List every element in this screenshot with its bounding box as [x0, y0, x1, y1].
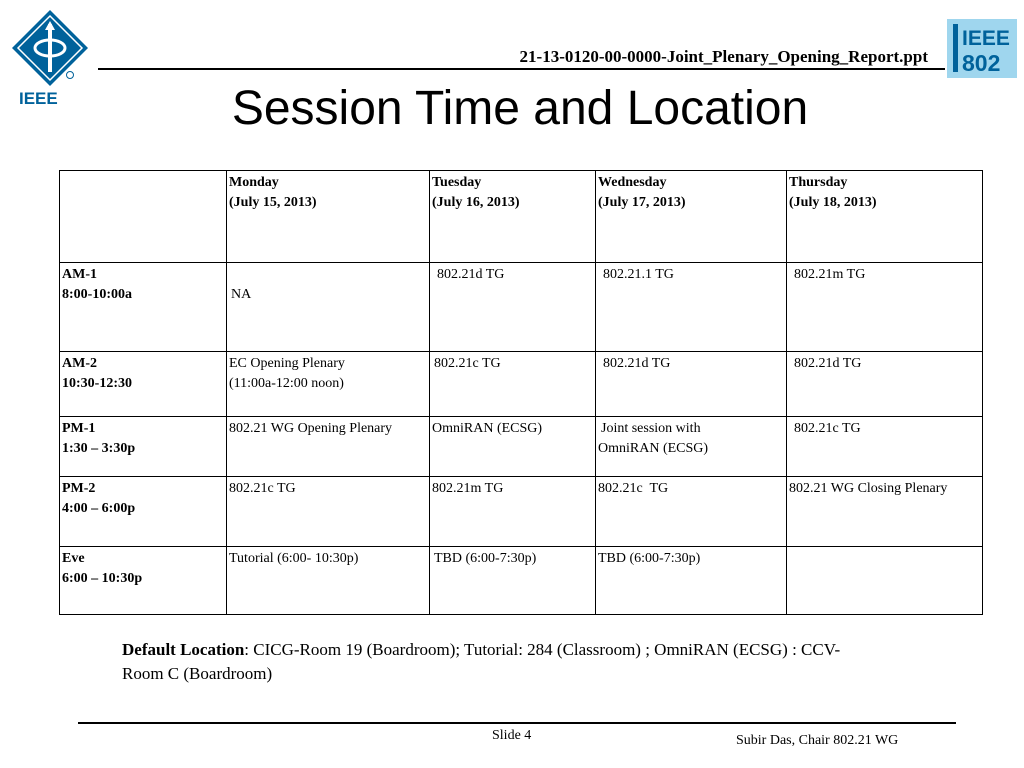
- table-row: [60, 263, 983, 352]
- session-text: 802.21d TG: [437, 267, 505, 282]
- schedule-header-row: [60, 171, 983, 263]
- session-text: 802.21c TG: [434, 356, 501, 371]
- slot-cell: [60, 263, 227, 352]
- session-cell: [430, 477, 596, 547]
- day-header-wednesday: [596, 171, 787, 263]
- table-row: [60, 417, 983, 477]
- session-text: Joint session with: [601, 421, 701, 436]
- table-row: [60, 547, 983, 615]
- session-text: 802.21c TG: [229, 481, 296, 496]
- slot-label: AM-2: [62, 356, 97, 371]
- session-text: 802.21 WG Opening Plenary: [229, 421, 393, 436]
- session-cell: [227, 352, 430, 417]
- session-text: EC Opening Plenary: [229, 356, 345, 371]
- session-text: (11:00a-12:00 noon): [229, 376, 344, 391]
- day-date: (July 15, 2013): [229, 195, 317, 210]
- session-cell: [596, 352, 787, 417]
- slot-cell: [60, 417, 227, 477]
- day-date: (July 17, 2013): [598, 195, 686, 210]
- session-text: 802.21m TG: [432, 481, 504, 496]
- default-location-text: : CICG-Room 19 (Boardroom); Tutorial: 284 (Classroom) ; OmniRAN (ECSG) : CCV-Room C (Boardroom): [122, 640, 841, 683]
- table-row: [60, 477, 983, 547]
- session-text: TBD (6:00-7:30p): [434, 551, 537, 566]
- day-header-tuesday: [430, 171, 596, 263]
- session-cell: [227, 263, 430, 352]
- session-text: 802.21 WG Closing Plenary: [789, 481, 948, 496]
- session-text: NA: [231, 287, 252, 302]
- default-location-note: [122, 638, 862, 686]
- document-id: 21-13-0120-00-0000-Joint_Plenary_Opening_Report.ppt: [519, 47, 928, 66]
- session-cell: [596, 263, 787, 352]
- session-cell: [227, 417, 430, 477]
- schedule-table: [59, 170, 983, 615]
- session-text: TBD (6:00-7:30p): [598, 551, 701, 566]
- day-name: Wednesday: [598, 175, 667, 190]
- slot-cell: [60, 547, 227, 615]
- session-cell: [787, 547, 983, 615]
- ieee-802-logo: [947, 19, 1017, 78]
- slot-cell: [60, 477, 227, 547]
- header-divider: [98, 68, 945, 70]
- ieee-802-logo-text-top: IEEE: [962, 27, 1010, 50]
- session-cell: [787, 417, 983, 477]
- slot-time: 1:30 – 3:30p: [62, 441, 136, 456]
- slot-label: PM-2: [62, 481, 96, 496]
- slot-time: 8:00-10:00a: [62, 287, 132, 302]
- day-header-monday: [227, 171, 430, 263]
- day-name: Monday: [229, 175, 279, 190]
- slot-label: Eve: [62, 551, 85, 566]
- slide-number: Slide 4: [492, 728, 532, 743]
- footer-divider: [78, 722, 956, 724]
- day-name: Tuesday: [432, 175, 482, 190]
- table-row: [60, 352, 983, 417]
- slot-time: 6:00 – 10:30p: [62, 571, 143, 586]
- session-text: 802.21c TG: [598, 481, 669, 496]
- session-cell: [227, 477, 430, 547]
- session-text: 802.21d TG: [603, 356, 671, 371]
- session-text: 802.21.1 TG: [603, 267, 674, 282]
- slot-label: PM-1: [62, 421, 96, 436]
- day-date: (July 16, 2013): [432, 195, 520, 210]
- session-cell: [596, 477, 787, 547]
- session-cell: [596, 547, 787, 615]
- session-cell: [227, 547, 430, 615]
- ieee-logo-text: IEEE: [19, 89, 58, 108]
- ieee-802-logo-text-bottom: 802: [962, 50, 1001, 76]
- session-text: 802.21d TG: [794, 356, 862, 371]
- slot-cell: [60, 352, 227, 417]
- session-cell: [787, 263, 983, 352]
- slot-label: AM-1: [62, 267, 97, 282]
- session-text: 802.21c TG: [794, 421, 861, 436]
- session-cell: [430, 417, 596, 477]
- session-text: OmniRAN (ECSG): [598, 441, 709, 456]
- header-corner-cell: [60, 171, 227, 263]
- session-cell: [430, 547, 596, 615]
- slide-title: Session Time and Location: [231, 82, 809, 135]
- session-cell: [430, 263, 596, 352]
- session-cell: [430, 352, 596, 417]
- session-cell: [787, 477, 983, 547]
- presenter-name: Subir Das, Chair 802.21 WG: [736, 733, 899, 748]
- session-text: 802.21m TG: [794, 267, 866, 282]
- session-text: OmniRAN (ECSG): [432, 421, 543, 436]
- day-date: (July 18, 2013): [789, 195, 877, 210]
- default-location-label: Default Location: [122, 640, 245, 659]
- session-cell: [787, 352, 983, 417]
- slot-time: 4:00 – 6:00p: [62, 501, 136, 516]
- slot-time: 10:30-12:30: [62, 376, 132, 391]
- session-cell: [596, 417, 787, 477]
- session-text: Tutorial (6:00- 10:30p): [229, 551, 359, 566]
- day-header-thursday: [787, 171, 983, 263]
- day-name: Thursday: [789, 175, 848, 190]
